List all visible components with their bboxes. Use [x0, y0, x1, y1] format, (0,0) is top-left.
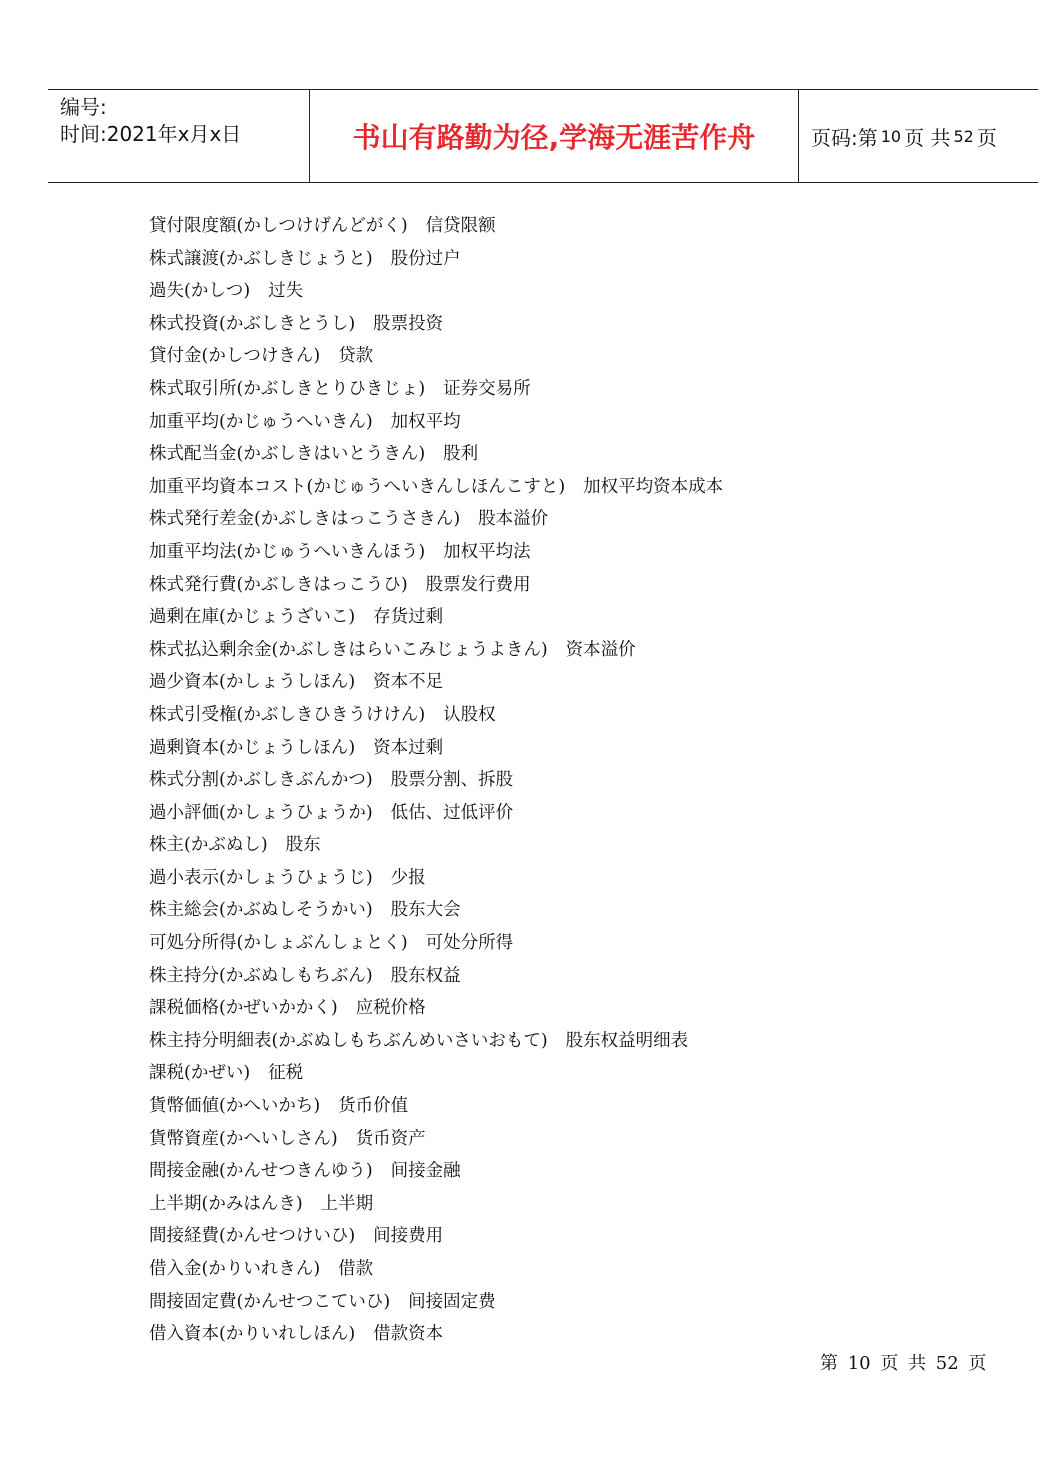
entry-translation: 可处分所得 — [425, 933, 514, 954]
entry-translation: 资本不足 — [373, 672, 444, 693]
entry-translation: 证券交易所 — [443, 378, 531, 399]
glossary-entry — [149, 340, 1009, 373]
entry-term: 間接経費(かんせつけいひ) — [149, 1226, 356, 1247]
entry-translation: 股东权益 — [390, 965, 461, 986]
entry-term: 株主(かぶぬし) — [149, 835, 268, 856]
entry-term: 株主持分明細表(かぶぬしもちぶんめいさいおもて) — [149, 1030, 548, 1051]
glossary-entry — [149, 992, 1009, 1025]
glossary-entry — [149, 1188, 1009, 1221]
glossary-entry — [149, 601, 1009, 634]
entry-translation: 加权平均 — [390, 411, 461, 432]
entry-term: 借入資本(かりいれしほん) — [149, 1324, 356, 1345]
entry-term: 株式引受権(かぶしきひきうけけん) — [149, 704, 426, 725]
entry-translation: 上半期 — [320, 1193, 374, 1214]
glossary-entry — [149, 1025, 1009, 1058]
glossary-entry — [149, 699, 1009, 732]
entry-translation: 贷款 — [338, 346, 374, 367]
entry-translation: 间接固定费 — [408, 1291, 496, 1312]
entry-term: 加重平均法(かじゅうへいきんほう) — [149, 541, 426, 562]
entry-term: 間接金融(かんせつきんゆう) — [149, 1161, 373, 1182]
entry-translation: 加权平均法 — [443, 541, 531, 562]
glossary-entry — [149, 1286, 1009, 1319]
glossary-entry — [149, 894, 1009, 927]
glossary-entry — [149, 536, 1009, 569]
entry-term: 貨幣価値(かへいかち) — [149, 1096, 321, 1117]
entry-translation: 股票发行费用 — [425, 574, 531, 595]
entry-translation: 股票投资 — [373, 313, 444, 334]
time-label: 时间:2021年x月x日 — [60, 122, 242, 146]
page-footer: 第 10 页 共 52 页 — [820, 1353, 987, 1374]
entry-translation: 货币价值 — [338, 1096, 409, 1117]
entry-translation: 股东大会 — [390, 900, 461, 921]
glossary-entry — [149, 569, 1009, 602]
entry-translation: 股东权益明细表 — [565, 1030, 689, 1051]
page-header — [48, 89, 1038, 183]
entry-translation: 资本溢价 — [565, 639, 636, 660]
glossary-entry — [149, 829, 1009, 862]
entry-translation: 借款 — [338, 1259, 374, 1279]
entry-term: 過失(かしつ) — [149, 281, 251, 302]
entry-term: 間接固定費(かんせつこていひ) — [149, 1291, 391, 1312]
glossary-entry — [149, 764, 1009, 797]
glossary-entry — [149, 438, 1009, 471]
header-page-number — [799, 90, 1038, 182]
glossary-entry — [149, 666, 1009, 699]
page-current: 10 — [880, 126, 902, 146]
page-mid: 页 共 — [904, 125, 951, 150]
glossary-entry — [149, 634, 1009, 667]
entry-term: 加重平均資本コスト(かじゅうへいきんしほんこすと) — [149, 476, 566, 497]
entry-translation: 加权平均资本成本 — [583, 476, 724, 497]
entry-translation: 借款资本 — [373, 1324, 444, 1345]
entry-term: 株式譲渡(かぶしきじょうと) — [149, 248, 373, 269]
glossary-entry — [149, 243, 1009, 276]
glossary-entry — [149, 1090, 1009, 1123]
glossary-entry — [149, 1123, 1009, 1156]
entry-translation: 过失 — [268, 281, 304, 302]
page-suffix: 页 — [976, 125, 997, 150]
header-motto: 书山有路勤为径,学海无涯苦作舟 — [310, 90, 799, 182]
glossary-entry — [149, 797, 1009, 830]
entry-term: 貸付限度額(かしつけげんどがく) — [149, 216, 408, 236]
entry-translation: 股份过户 — [390, 248, 461, 269]
entry-term: 株式投資(かぶしきとうし) — [149, 313, 356, 334]
entry-term: 過少資本(かしょうしほん) — [149, 672, 356, 693]
glossary-entry — [149, 210, 1009, 243]
glossary-list — [149, 210, 1009, 1351]
glossary-entry — [149, 732, 1009, 765]
serial-label: 编号: — [60, 95, 107, 119]
entry-term: 株式分割(かぶしきぶんかつ) — [149, 770, 373, 791]
glossary-entry — [149, 862, 1009, 895]
glossary-entry — [149, 960, 1009, 993]
entry-translation: 存货过剩 — [373, 607, 444, 628]
entry-translation: 少报 — [390, 867, 426, 888]
entry-term: 株主持分(かぶぬしもちぶん) — [149, 965, 373, 986]
entry-term: 貸付金(かしつけきん) — [149, 346, 321, 367]
entry-translation: 认股权 — [443, 704, 496, 725]
entry-translation: 间接金融 — [390, 1161, 461, 1182]
entry-translation: 间接费用 — [373, 1226, 444, 1247]
entry-term: 株式発行費(かぶしきはっこうひ) — [149, 574, 408, 595]
entry-term: 株式払込剰余金(かぶしきはらいこみじょうよきん) — [149, 639, 548, 660]
entry-translation: 货币资产 — [355, 1128, 426, 1149]
entry-translation: 低估、过低评价 — [390, 802, 514, 823]
entry-term: 課税(かぜい) — [149, 1063, 251, 1084]
entry-term: 過小評価(かしょうひょうか) — [149, 802, 373, 823]
entry-translation: 股本溢价 — [478, 509, 549, 530]
entry-term: 可処分所得(かしょぶんしょとく) — [149, 933, 408, 954]
entry-translation: 股利 — [443, 444, 479, 465]
entry-term: 加重平均(かじゅうへいきん) — [149, 411, 373, 432]
entry-term: 株主総会(かぶぬしそうかい) — [149, 900, 373, 921]
entry-term: 過小表示(かしょうひょうじ) — [149, 867, 373, 888]
entry-term: 課税価格(かぜいかかく) — [149, 998, 338, 1019]
entry-translation: 资本过剩 — [373, 737, 444, 758]
glossary-entry — [149, 406, 1009, 439]
glossary-entry — [149, 503, 1009, 536]
glossary-entry — [149, 1155, 1009, 1188]
entry-translation: 信贷限额 — [425, 216, 496, 236]
entry-translation: 应税价格 — [355, 998, 426, 1019]
glossary-entry — [149, 1057, 1009, 1090]
entry-translation: 股东 — [285, 835, 321, 856]
header-meta — [48, 90, 310, 182]
entry-term: 株式発行差金(かぶしきはっこうさきん) — [149, 509, 461, 530]
entry-term: 上半期(かみはんき) — [149, 1193, 303, 1214]
glossary-entry — [149, 927, 1009, 960]
entry-term: 貨幣資産(かへいしさん) — [149, 1128, 338, 1149]
glossary-entry — [149, 275, 1009, 308]
glossary-entry — [149, 1253, 1009, 1286]
entry-term: 過剰在庫(かじょうざいこ) — [149, 607, 356, 628]
entry-term: 過剰資本(かじょうしほん) — [149, 737, 356, 758]
entry-term: 株式配当金(かぶしきはいとうきん) — [149, 444, 426, 465]
entry-translation: 征税 — [268, 1063, 304, 1084]
entry-term: 株式取引所(かぶしきとりひきじょ) — [149, 378, 426, 399]
entry-term: 借入金(かりいれきん) — [149, 1259, 321, 1279]
glossary-entry — [149, 471, 1009, 504]
glossary-entry — [149, 373, 1009, 406]
page-prefix: 页码:第 — [811, 125, 878, 150]
glossary-entry — [149, 1318, 1009, 1351]
page-total: 52 — [953, 126, 974, 146]
glossary-entry — [149, 308, 1009, 341]
entry-translation: 股票分割、拆股 — [390, 770, 514, 791]
glossary-entry — [149, 1220, 1009, 1253]
